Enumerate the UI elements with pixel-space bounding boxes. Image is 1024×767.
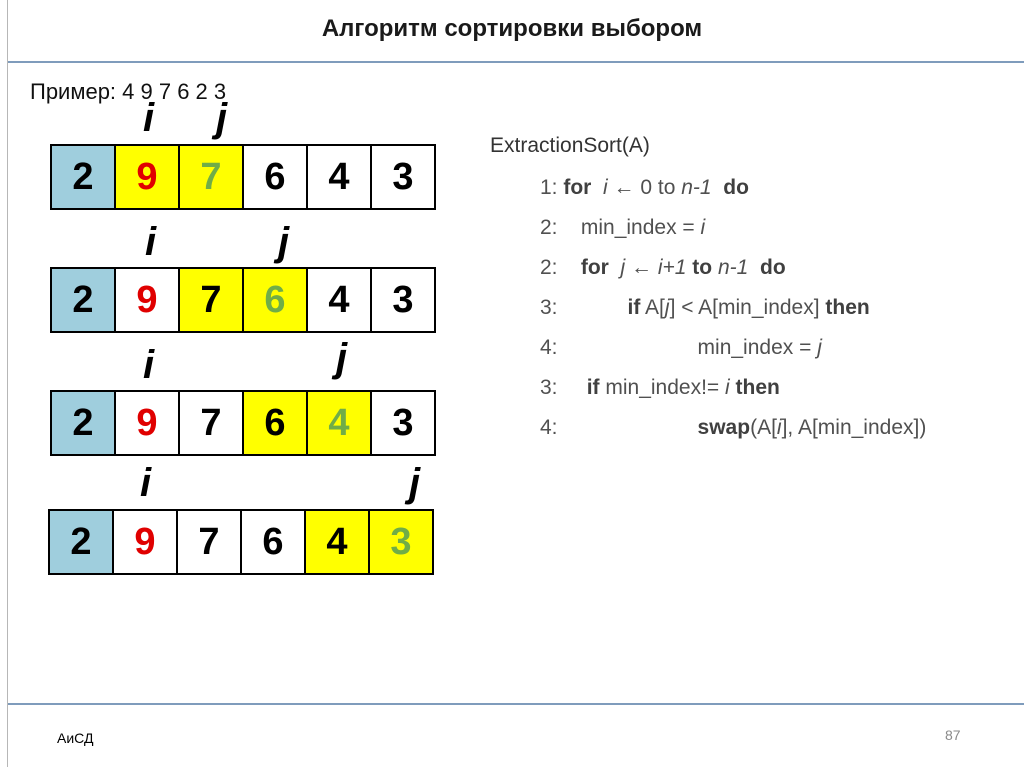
j-marker: j [216, 96, 228, 140]
code-line [540, 336, 822, 360]
footer-divider [8, 703, 1024, 705]
i-marker: i [143, 96, 155, 140]
array-cell: 4 [308, 392, 372, 456]
course-label: АиСД [57, 730, 94, 746]
array-cell: 9 [116, 146, 180, 210]
array-cell: 2 [52, 146, 116, 210]
j-marker: j [336, 336, 348, 380]
line-number: 4: [540, 336, 558, 359]
array-cell: 6 [242, 511, 306, 575]
j-marker: j [278, 220, 290, 264]
array-cell: 9 [116, 392, 180, 456]
array-cell: 7 [180, 392, 244, 456]
code-token: if [557, 376, 600, 399]
array-cell: 6 [244, 146, 308, 210]
title-divider [8, 61, 1024, 63]
array-cell: 9 [114, 511, 178, 575]
line-number: 4: [540, 416, 558, 439]
example-text: Пример: 4 9 7 6 2 3 [30, 79, 227, 104]
code-token: ← [625, 256, 658, 279]
code-token: n-1 [717, 256, 749, 279]
code-token: then [825, 296, 870, 319]
code-token: i [776, 416, 782, 439]
array-cell: 4 [306, 511, 370, 575]
code-token: ], A[min_index]) [781, 416, 927, 439]
code-line [540, 176, 749, 200]
array-cell: 7 [178, 511, 242, 575]
code-token: for [557, 176, 598, 199]
line-number: 1: [540, 176, 558, 199]
code-token: if [557, 296, 641, 319]
code-token: swap [557, 416, 751, 439]
array-cell: 6 [244, 269, 308, 333]
code-token: do [711, 176, 749, 199]
code-token: i+1 [657, 256, 687, 279]
array-cell: 7 [180, 269, 244, 333]
array-step-1 [50, 144, 436, 210]
array-cell: 3 [372, 146, 436, 210]
code-token: i [700, 216, 706, 239]
code-line [540, 296, 870, 320]
array-cell: 2 [52, 392, 116, 456]
code-token: then [729, 376, 780, 399]
code-token: min_index!= [599, 376, 726, 399]
code-token: min_index = [557, 216, 701, 239]
slide-left-border [7, 0, 8, 767]
array-step-2 [50, 267, 436, 333]
code-token: A[ [640, 296, 665, 319]
j-marker: j [409, 461, 421, 505]
array-cell: 3 [372, 269, 436, 333]
code-token: ← 0 to [607, 176, 682, 199]
line-number: 3: [540, 376, 558, 399]
code-token: for [557, 256, 615, 279]
code-token: do [748, 256, 786, 279]
slide-title: Алгоритм сортировки выбором [321, 15, 703, 42]
code-token: (A[ [750, 416, 777, 439]
i-marker: i [143, 343, 155, 387]
code-token: j [817, 336, 822, 359]
code-token: i [725, 376, 730, 399]
code-token: j [664, 296, 670, 319]
page-number: 87 [945, 727, 961, 743]
array-cell: 3 [372, 392, 436, 456]
i-marker: i [145, 220, 157, 264]
code-token: i [597, 176, 608, 199]
code-token: j [614, 256, 626, 279]
array-step-4 [48, 509, 434, 575]
array-cell: 6 [244, 392, 308, 456]
line-number: 3: [540, 296, 558, 319]
array-cell: 7 [180, 146, 244, 210]
code-line [540, 416, 926, 440]
line-number: 2: [540, 216, 558, 239]
array-step-3 [50, 390, 436, 456]
code-token: min_index = [557, 336, 818, 359]
line-number: 2: [540, 256, 558, 279]
code-token: ] < A[min_index] [669, 296, 826, 319]
code-token: to [686, 256, 718, 279]
array-cell: 4 [308, 146, 372, 210]
array-cell: 9 [116, 269, 180, 333]
array-cell: 4 [308, 269, 372, 333]
code-token: n-1 [681, 176, 712, 199]
code-line [540, 216, 705, 240]
array-cell: 3 [370, 511, 434, 575]
code-line [540, 376, 780, 400]
pseudocode-header: ExtractionSort(A) [490, 134, 650, 157]
i-marker: i [140, 461, 152, 505]
array-cell: 2 [50, 511, 114, 575]
code-line [540, 256, 786, 280]
array-cell: 2 [52, 269, 116, 333]
